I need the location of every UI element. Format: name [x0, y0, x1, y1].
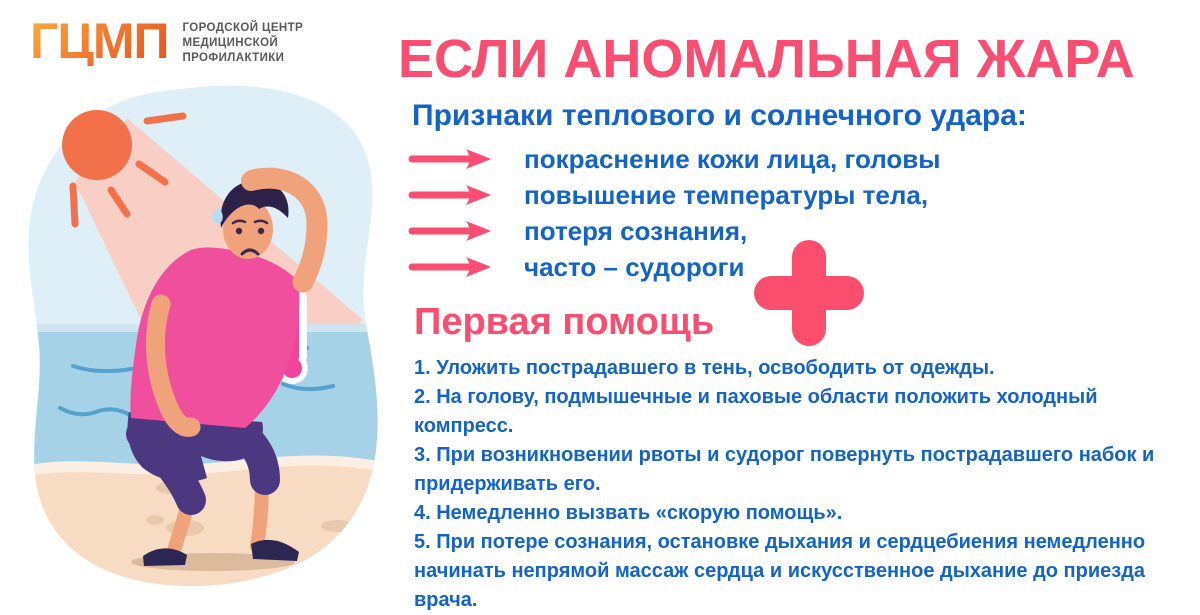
- logo-gcmp-text: ГЦМП: [30, 13, 169, 69]
- sign-text: повышение температуры тела,: [524, 179, 929, 210]
- sand: [15, 466, 400, 600]
- arrow-right-icon: [408, 219, 494, 243]
- first-aid-steps: [414, 354, 1186, 615]
- logo-org-line: ГОРОДСКОЙ ЦЕНТР: [182, 21, 304, 34]
- list-item: [408, 177, 940, 213]
- list-item: [408, 141, 940, 177]
- logo-org-name: [182, 17, 303, 66]
- arrow-right-icon: [408, 147, 494, 171]
- sun: [62, 110, 132, 180]
- first-aid-step: 4. Немедленно вызвать «скорую помощь».: [414, 502, 843, 524]
- sign-text: потеря сознания,: [524, 215, 748, 246]
- sign-text: часто – судороги: [524, 251, 745, 282]
- first-aid-step: 3. При возникновении рвоты и судорог повернуть пострадавшего набок и придерживать его.: [414, 444, 1155, 495]
- poster-title: ЕСЛИ АНОМАЛЬНАЯ ЖАРА: [398, 29, 1135, 89]
- first-aid-step: 2. На голову, подмышечные и паховые области положить холодный компресс.: [414, 386, 1098, 437]
- overheated-man-on-beach-illustration: [15, 78, 400, 600]
- first-aid-step: 1. Уложить пострадавшего в тень, освободить от одежды.: [414, 357, 995, 379]
- first-aid-step: 5. При потере сознания, остановке дыхания и сердцебиения немедленно начинать непрямой массаж сердца и искусственное дыхание до приезда врача.: [414, 531, 1146, 611]
- first-aid-heading: Первая помощь: [414, 301, 715, 343]
- signs-heading: Признаки теплового и солнечного удара:: [412, 99, 1027, 132]
- logo-org-line: МЕДИЦИНСКОЙ: [182, 36, 279, 49]
- arrow-right-icon: [408, 183, 494, 207]
- logo-org-line: ПРОФИЛАКТИКИ: [182, 51, 285, 64]
- arrow-right-icon: [408, 255, 494, 279]
- medical-cross-icon: [752, 238, 866, 348]
- sign-text: покраснение кожи лица, головы: [524, 143, 941, 174]
- logo: [30, 13, 304, 69]
